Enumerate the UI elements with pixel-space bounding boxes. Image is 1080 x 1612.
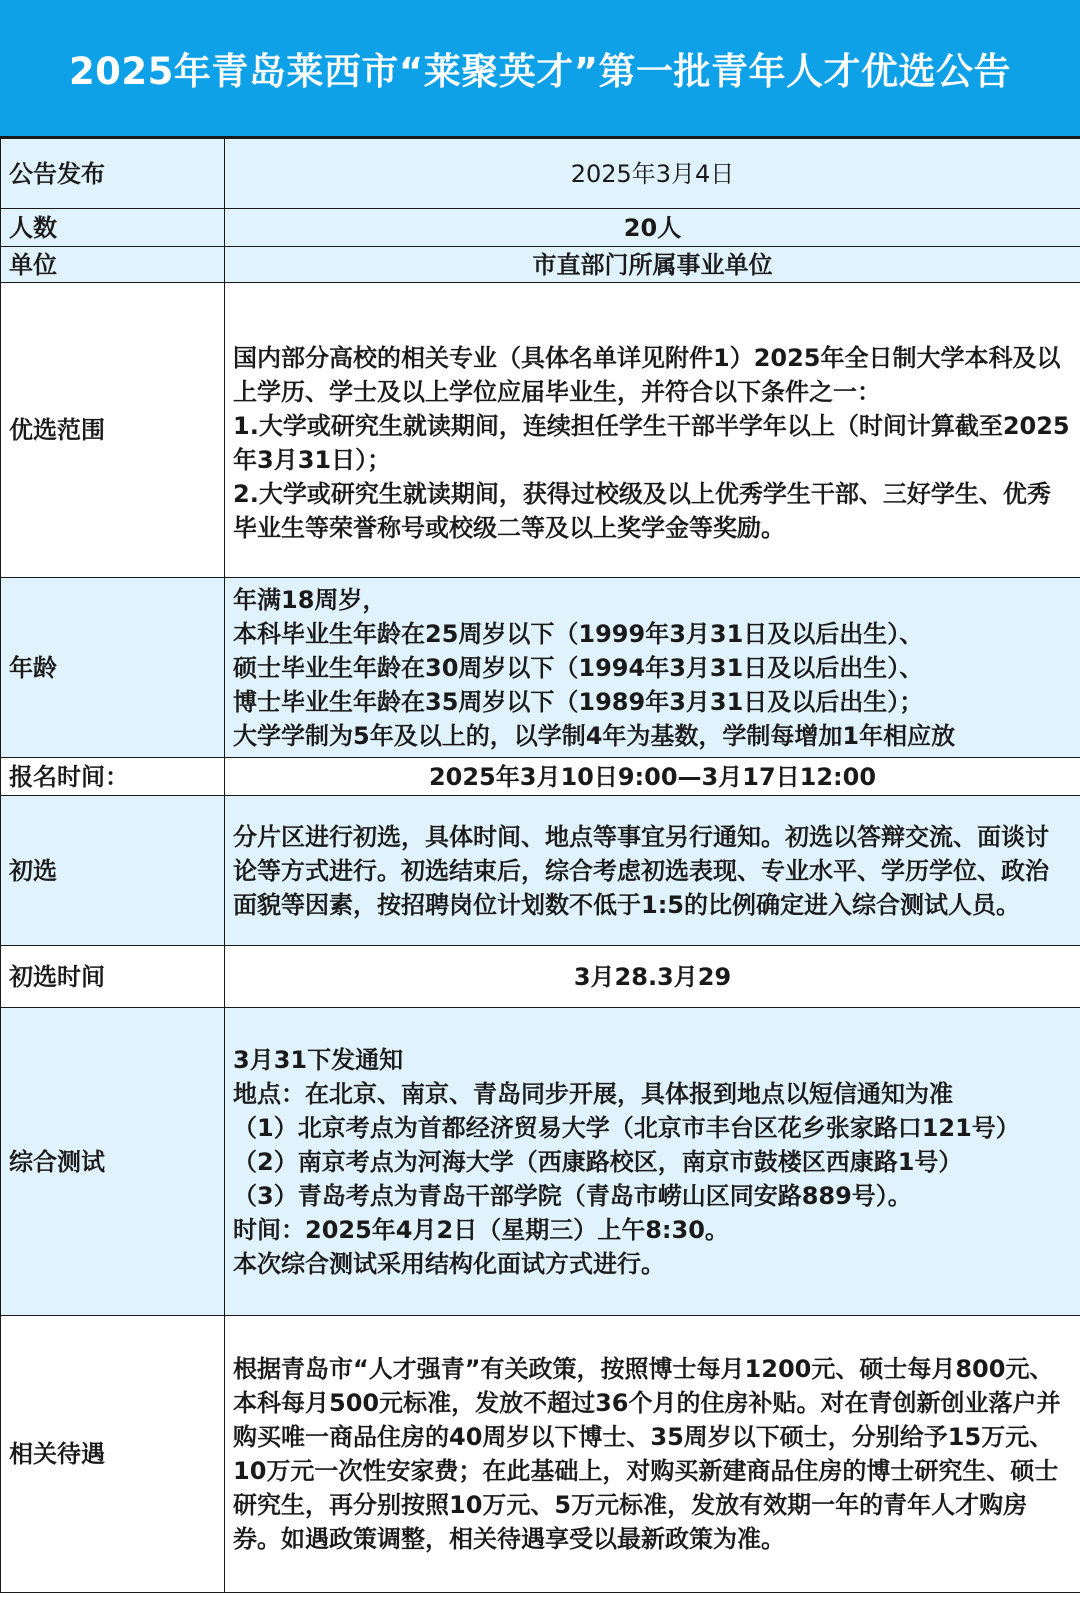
row-value: 20人 bbox=[225, 209, 1080, 247]
table-row-scope bbox=[1, 283, 1080, 578]
row-value: 分片区进行初选，具体时间、地点等事宜另行通知。初选以答辩交流、面谈讨论等方式进行。初选结束后，综合考虑初选表现、专业水平、学历学位、政治面貌等因素，按招聘岗位计划数不低于1:5的比例确定进入综合测试人员。 bbox=[225, 796, 1080, 946]
row-value: 市直部门所属事业单位 bbox=[225, 247, 1080, 283]
row-value: 国内部分高校的相关专业（具体名单详见附件1）2025年全日制大学本科及以上学历、学士及以上学位应届毕业生，并符合以下条件之一： 1.大学或研究生就读期间，连续担任学生干部半学年以上（时间计算截至2025年3月31日）； 2.大学或研究生就读期间，获得过校级及以上优秀学生干部、三好学生、优秀毕业生等荣誉称号或校级二等及以上奖学金等奖励。 bbox=[225, 283, 1080, 578]
row-value: 2025年3月10日9:00—3月17日12:00 bbox=[225, 758, 1080, 796]
row-value: 2025年3月4日 bbox=[225, 139, 1080, 209]
table-row-unit bbox=[1, 247, 1080, 283]
row-value: 3月31下发通知 地点：在北京、南京、青岛同步开展，具体报到地点以短信通知为准 （1）北京考点为首都经济贸易大学（北京市丰台区花乡张家路口121号） （2）南京考点为河海大学（西康路校区，南京市鼓楼区西康路1号） （3）青岛考点为青岛干部学院（青岛市崂山区同安路889号）。 时间：2025年4月2日（星期三）上午8:30。 本次综合测试采用结构化面试方式进行。 bbox=[225, 1008, 1080, 1316]
row-label: 人数 bbox=[1, 209, 225, 247]
table-row-headcount bbox=[1, 209, 1080, 247]
row-label: 报名时间： bbox=[1, 758, 225, 796]
row-label: 相关待遇 bbox=[1, 1316, 225, 1593]
row-label: 初选 bbox=[1, 796, 225, 946]
row-label: 公告发布 bbox=[1, 139, 225, 209]
info-table bbox=[0, 138, 1080, 1593]
table-row-preliminary-time bbox=[1, 946, 1080, 1008]
table-row-age bbox=[1, 578, 1080, 758]
table-row-benefits bbox=[1, 1316, 1080, 1593]
table-row-announce-date bbox=[1, 139, 1080, 209]
row-label: 年龄 bbox=[1, 578, 225, 758]
title-banner bbox=[0, 0, 1080, 138]
row-value: 根据青岛市“人才强青”有关政策，按照博士每月1200元、硕士每月800元、本科每月500元标准，发放不超过36个月的住房补贴。对在青创新创业落户并购买唯一商品住房的40周岁以下博士、35周岁以下硕士，分别给予15万元、10万元一次性安家费；在此基础上，对购买新建商品住房的博士研究生、硕士研究生，再分别按照10万元、5万元标准，发放有效期一年的青年人才购房券。如遇政策调整，相关待遇享受以最新政策为准。 bbox=[225, 1316, 1080, 1593]
row-label: 初选时间 bbox=[1, 946, 225, 1008]
row-label: 综合测试 bbox=[1, 1008, 225, 1316]
row-value: 3月28.3月29 bbox=[225, 946, 1080, 1008]
table-row-preliminary bbox=[1, 796, 1080, 946]
row-value: 年满18周岁， 本科毕业生年龄在25周岁以下（1999年3月31日及以后出生）、 硕士毕业生年龄在30周岁以下（1994年3月31日及以后出生）、 博士毕业生年龄在35周岁以下（1989年3月31日及以后出生）； 大学学制为5年及以上的，以学制4年为基数，学制每增加1年相应放 bbox=[225, 578, 1080, 758]
table-row-comprehensive-test bbox=[1, 1008, 1080, 1316]
page-title: 2025年青岛莱西市“莱聚英才”第一批青年人才优选公告 bbox=[68, 50, 1012, 93]
table-row-registration-time bbox=[1, 758, 1080, 796]
row-label: 优选范围 bbox=[1, 283, 225, 578]
row-label: 单位 bbox=[1, 247, 225, 283]
